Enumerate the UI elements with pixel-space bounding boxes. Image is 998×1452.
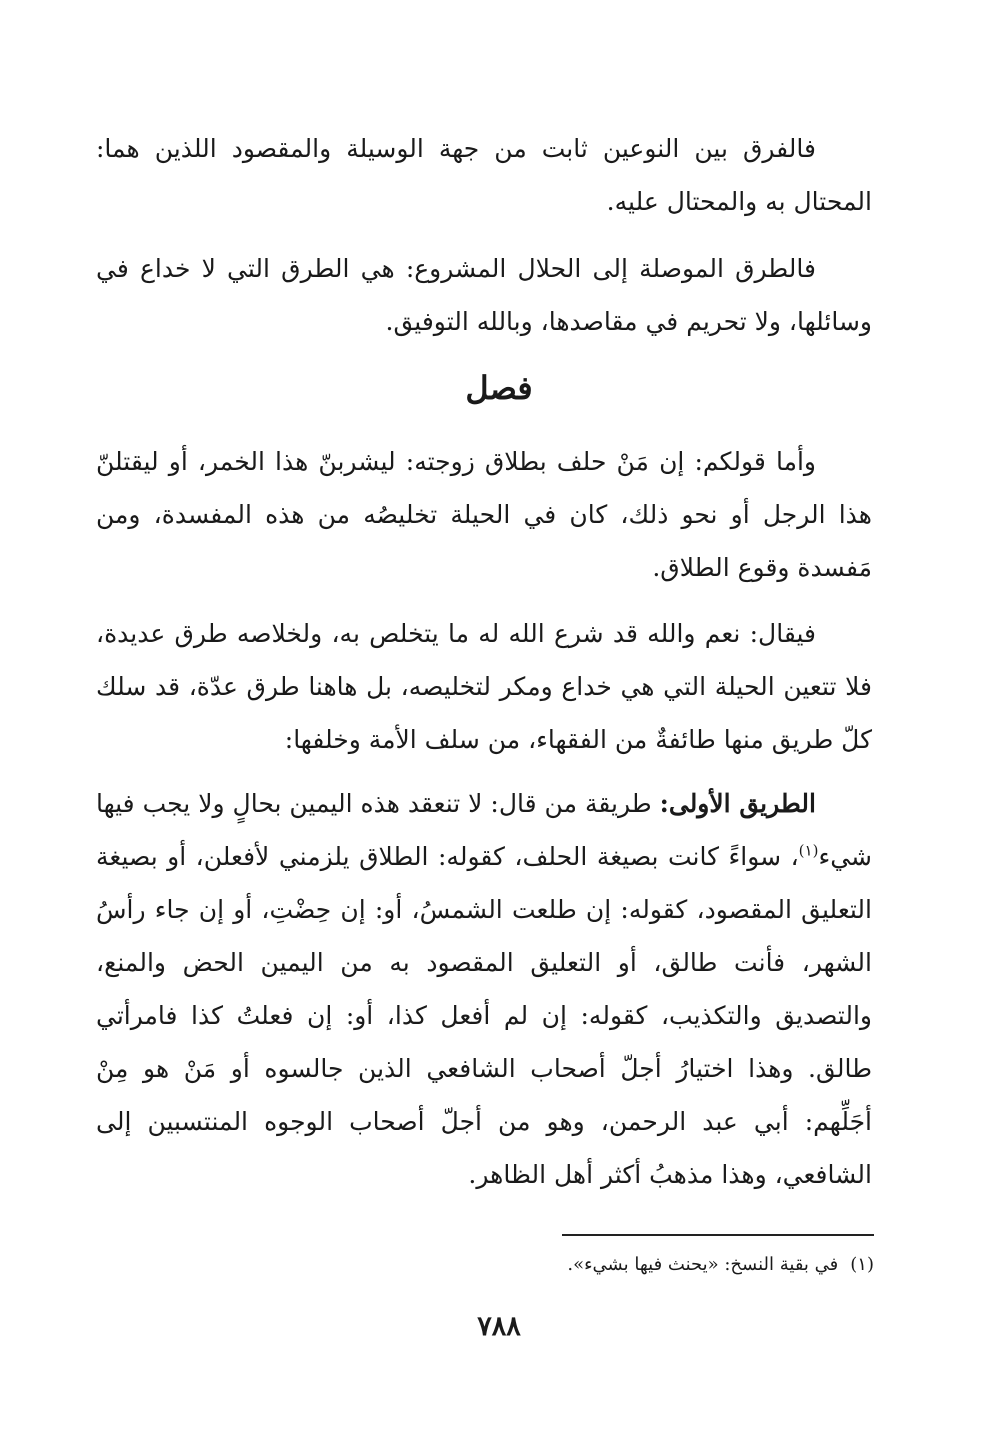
footnote-reference[interactable]: (١) <box>798 841 819 860</box>
paragraph-3 <box>96 435 872 594</box>
paragraph-text: فالطرق الموصلة إلى الحلال المشروع: هي الطرق التي لا خداع في وسائلها، ولا تحريم في مقاصدها، وبالله التوفيق. <box>96 254 872 336</box>
paragraph-text: وأما قولكم: إن مَنْ حلف بطلاق زوجته: ليشربنّ هذا الخمر، أو ليقتلنّ هذا الرجل أو نحو ذلك، كان في الحيلة تخليصُه من هذه المفسدة، ومن مَفسدة وقوع الطلاق. <box>96 447 872 582</box>
paragraph-1 <box>96 122 872 228</box>
first-way-lead: الطريق الأولى: <box>659 789 816 818</box>
footnote-separator <box>562 1234 874 1236</box>
paragraph-first-way <box>96 777 872 1201</box>
first-way-text-before-ref: طريقة من قال: لا تنعقد هذه اليمين بحالٍ ولا يجب فيها شيء <box>96 789 872 871</box>
footnote-text: في بقية النسخ: «يحنث فيها بشيء». <box>567 1254 839 1275</box>
section-heading: فصل <box>465 369 533 407</box>
paragraph-4 <box>96 607 872 766</box>
footnote-number: (١) <box>850 1254 874 1275</box>
footnote <box>400 1250 874 1280</box>
first-way-text-after-ref: ، سواءً كانت بصيغة الحلف، كقوله: الطلاق يلزمني لأفعلن، أو بصيغة التعليق المقصود، كقوله: إن طلعت الشمسُ، أو: إن حِضْتِ، أو إن جاء رأسُ الشهر، فأنت طالق، أو التعليق المقصود به من اليمين الحض والمنع، والتصديق والتكذيب، كقوله: إن لم أفعل كذا، أو: إن فعلتُ كذا فامرأتي طالق. وهذا اختيارُ أجلّ أصحاب الشافعي الذين جالسوه أو مَنْ هو مِنْ أجَلِّهم: أبي عبد الرحمن، وهو من أجلّ أصحاب الوجوه المنتسبين إلى الشافعي، وهذا مذهبُ أكثر أهل الظاهر. <box>96 842 872 1189</box>
page-number: ٧٨٨ <box>477 1311 521 1342</box>
paragraph-text <box>96 777 872 1201</box>
paragraph-text: فالفرق بين النوعين ثابت من جهة الوسيلة والمقصود اللذين هما: المحتال به والمحتال عليه. <box>96 134 872 216</box>
paragraph-2 <box>96 242 872 348</box>
paragraph-text: فيقال: نعم والله قد شرع الله له ما يتخلص به، ولخلاصه طرق عديدة، فلا تتعين الحيلة التي هي خداع ومكر لتخليصه، بل هاهنا طرق عدّة، قد سلك كلّ طريق منها طائفةٌ من الفقهاء، من سلف الأمة وخلفها: <box>96 619 872 754</box>
